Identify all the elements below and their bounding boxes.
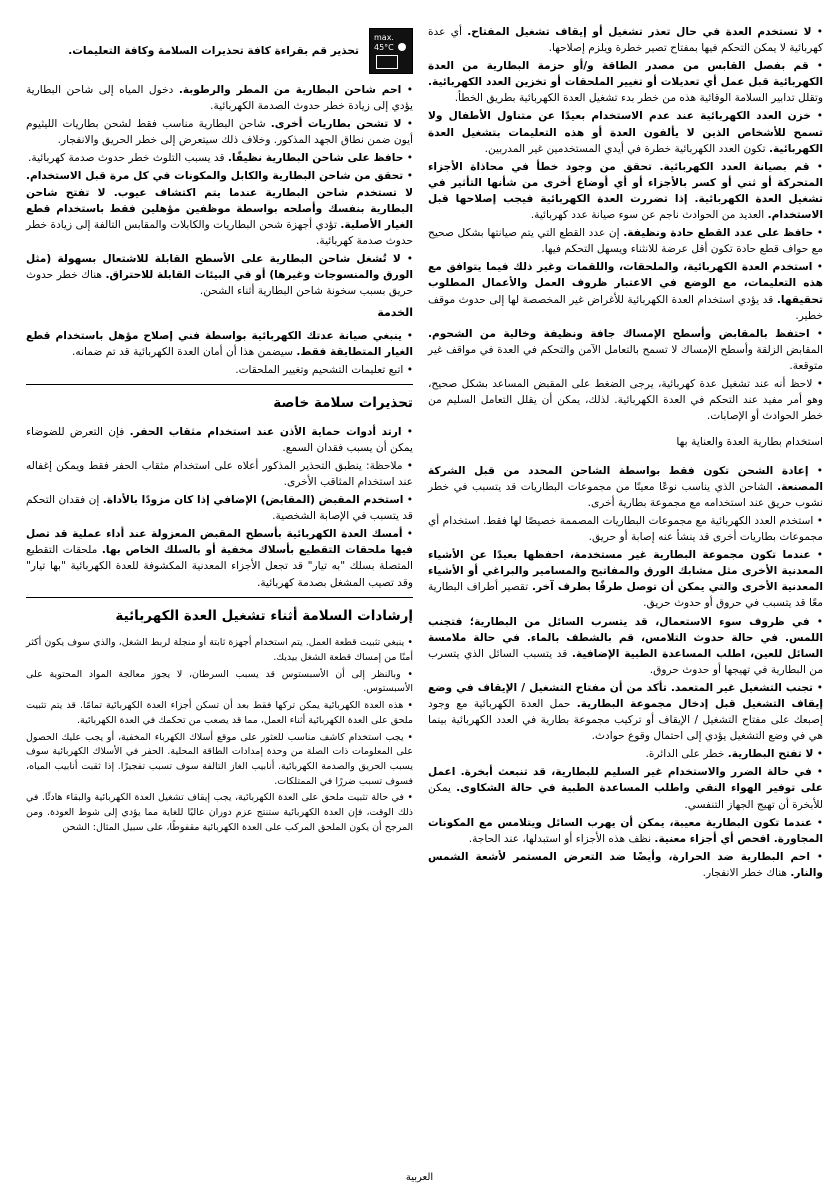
list-item: [428, 463, 823, 511]
bullet-icon: •: [401, 425, 413, 438]
list-item: [26, 699, 413, 728]
item-text: سيضمن هذا أن أمان العدة الكهربائية قد تم ضمانه.: [72, 346, 297, 359]
item-text: قد يتسبب السائل الذي يتسرب من البطارية في تهيجها أو حدوث حروق.: [428, 647, 823, 676]
item-text: الشاحن الذي يناسب نوعًا معينًا من مجموعات البطاريات قد يتسبب في خطر نشوب حريق عند استخدامه مع مجموعة بطارية أخرى.: [428, 480, 823, 509]
item-bold-text: لا تستخدم العدة في حال تعذر تشغيل أو إيقاف تشغيل المفتاح.: [467, 26, 812, 38]
item-text: في حالة تثبيت ملحق على العدة الكهربائية، يجب إيقاف تشغيل العدة الكهربائية والبقاء هادئًا. في ذلك الوقت، فإن العدة الكهربائية ستنتج عزم دوران عاليًا للغاية مما يؤدي إلى شوط العودة. ومن المرجح أن يكون الملحق المركب على العدة الكهربائية مقفوطًا، على سبيل المثال: الشحن: [26, 792, 413, 833]
item-text: تؤدي أجهزة شحن البطاريات والكابلات والمقابس التالفة إلى زيادة خطر حدوث صدمة كهربائية.: [26, 218, 413, 247]
list-item: [26, 492, 413, 524]
service-list: [26, 328, 413, 378]
item-text: ملاحظة: ينطبق التحذير المذكور أعلاه على استخدام مثقاب الحفر فقط ويمكن إغفاله عند استخدام المثاقب الأخرى.: [26, 459, 413, 489]
item-bold-text: أمسك العدة الكهربائية بأسطح المقبض المعزولة عند أداء عملية قد تصل فيها ملحقات التقطيع بأسلاك مخفية أو بالسلك الخاص بها.: [26, 528, 413, 557]
bullet-icon: •: [808, 60, 823, 73]
list-item: [428, 159, 823, 223]
list-item: [26, 636, 413, 665]
list-item: [428, 376, 823, 424]
item-bold-text: ينبغي صيانة عدتك الكهربائية بواسطة فني إصلاح مؤهل باستخدام قطع الغيار المتطابقة فقط.: [26, 329, 413, 359]
bullet-icon: •: [402, 459, 413, 472]
item-text: العديد من الحوادث ناجم عن سوء صيانة عدد كهربائية.: [530, 209, 768, 222]
item-bold-text: عندما تكون مجموعة البطارية غير مستخدمة، احفظها بعيدًا عن الأشياء المعدنية الأخرى مثل مشابك الورق والمفاتيح والمسامير والبراغي أو الأشياء المعدنية الأخرى والتي يمكن أن توصل طرفًا بطرف آخر.: [428, 549, 823, 594]
item-bold-text: استخدم المقبض (المقابض) الإضافي إذا كان مزودًا بالأداة.: [102, 494, 404, 507]
bullet-icon: •: [401, 118, 413, 131]
bullet-icon: •: [402, 329, 413, 342]
item-bold-text: احم شاحن البطارية من المطر والرطوبة.: [178, 84, 402, 96]
item-bold-text: في حالة الضرر والاستخدام غير السليم للبطارية، قد تنبعث أبخرة. اعمل على توفير الهواء النقي واطلب المساعدة الطبية في حالة الشكاوى.: [428, 766, 823, 795]
item-bold-text: لا تفتح البطارية.: [727, 748, 814, 761]
bullet-icon: •: [403, 170, 413, 183]
bullet-icon: •: [810, 110, 823, 123]
list-item: [428, 764, 823, 812]
item-bold-text: لا تُشغل شاحن البطارية على الأسطح القابلة للاشتعال بسهولة (مثل الورق والمنسوجات وغيرها) أو في البيئات القابلة للاحتراق.: [26, 252, 413, 282]
item-text: حمل العدة الكهربائية مع وجود إصبعك على مفتاح التشغيل / الإيقاف أو تركيب مجموعة بطارية في العدد الكهربائية بينما هي في وضع التشغيل يؤدي إلى احتمال وقوع حوادث.: [428, 697, 823, 743]
item-text: أي عدة كهربائية لا يمكن التحكم فيها بمفتاح تصير خطرة ويلزم إصلاحها.: [428, 26, 823, 55]
bullet-icon: •: [811, 766, 823, 779]
bullet-icon: •: [811, 26, 824, 38]
item-bold-text: خزن العدد الكهربائية عند عدم الاستخدام بعيدًا عن متناول الأطفال ولا تسمح للأشخاص الذين لا يألفون العدة أو هذه التعليمات بتشغيل العدة الكهربائية.: [428, 110, 823, 155]
item-text: قد يؤدي استخدام العدة الكهربائية للأغراض غير المخصصة لها إلى حدوث موقف خطير.: [428, 293, 823, 322]
item-bold-text: عندما تكون البطارية معيبة، يمكن أن يهرب السائل ويتلامس مع المكونات المجاورة. افحص أي أجزاء معنية.: [428, 816, 823, 845]
bullet-icon: •: [813, 748, 823, 761]
item-text: ينبغي تثبيت قطعة العمل. يتم استخدام أجهزة ثابتة أو منجلة لربط الشغل، والذي سوف يكون أكثر أمنًا من إمساك قطعة الشغل بيديك.: [26, 637, 413, 663]
item-text: فإن التعرض للضوضاء يمكن أن يسبب فقدان السمع.: [26, 425, 413, 454]
bullet-icon: •: [400, 252, 413, 265]
bullet-icon: •: [403, 494, 413, 507]
bullet-icon: •: [403, 792, 413, 804]
operation-list: [26, 636, 413, 835]
item-text: تقصير أطراف البطارية معًا قد يتسبب في حروق أو حدوث حريق.: [428, 581, 823, 610]
special-warnings-list: [26, 424, 413, 591]
right-column: [428, 24, 823, 883]
list-item: [26, 668, 413, 697]
battery-section-title: استخدام بطارية العدة والعناية بها: [676, 435, 823, 449]
bullet-icon: •: [813, 514, 823, 527]
icon-label-line1: max.: [374, 33, 394, 42]
bullet-icon: •: [404, 637, 413, 649]
item-text: يجب استخدام كاشف مناسب للعثور على موقع أسلاك الكهرباء المخفية، أو يجب عليك الحصول على المعلومات ذات الصلة من وحدة إمدادات الطاقة المحلية. الحفر في الأسلاك الكهربائية سوف يسبب الحريق والصدمة الكهربائية. أنابيب الغاز التالفة سوف تسبب تفجيرًا. إذا ثقبت أنابيب المياه، فسوف تسبب ضررًا في الممتلكات.: [26, 731, 413, 787]
list-item: [26, 731, 413, 790]
divider: [26, 384, 413, 385]
list-item: [26, 251, 413, 299]
list-item: [428, 849, 823, 881]
item-bold-text: ارتد أدوات حماية الأذن عند استخدام مثقاب الحفر.: [129, 425, 402, 438]
item-text: هناك خطر حدوث حريق بسبب سخونة شاحن البطارية أثناء الشحن.: [26, 269, 413, 298]
bullet-icon: •: [809, 615, 823, 628]
list-item: [428, 259, 823, 323]
warning-text: تحذير قم بقراءة كافة تحذيرات السلامة وكافة التعليمات.: [68, 44, 359, 57]
item-text: ملحقات التقطيع المتصلة بسلك "به تيار" قد تجعل الأجزاء المعدنية المكشوفة للعدة الكهربائية "بها تيار" وقد تصيب المشغل بصدمة كهربائية.: [26, 544, 413, 589]
list-item: [26, 328, 413, 360]
item-text: المقابض الزلقة وأسطح الإمساك لا تسمح بالتعامل الآمن والتحكم في العدة في مواقف غير متوقعة.: [428, 343, 823, 372]
bullet-icon: •: [401, 84, 414, 96]
list-item: [428, 326, 823, 374]
list-item: [428, 513, 823, 545]
item-text: استخدم العدد الكهربائية مع مجموعات البطاريات المصممة خصيصًا لها فقط. استخدام أي مجموعات بطاريات أخرى قد ينشأ عنه إصابة أو حريق.: [428, 514, 823, 544]
item-text: شاحن البطارية مناسب فقط لشحن بطاريات الليثيوم أيون ضمن نطاق الجهد المذكور. وخلاف ذلك سيتعرض إلى خطر الحريق والانفجار.: [26, 118, 413, 147]
list-item: [26, 362, 413, 378]
page-footer-language: العربية: [405, 1172, 434, 1183]
list-item: [26, 791, 413, 835]
list-item: [428, 547, 823, 611]
battery-temperature-icon: [369, 28, 413, 74]
divider: [26, 597, 413, 598]
bullet-icon: •: [812, 377, 823, 390]
bullet-icon: •: [402, 528, 413, 541]
item-text: إن فقدان التحكم قد يتسبب في الإصابة الشخصية.: [26, 494, 413, 523]
right-safety-list: [428, 24, 823, 424]
special-warnings-title: تحذيرات سلامة خاصة: [273, 395, 413, 412]
battery-safety-list: [428, 463, 823, 881]
bullet-icon: •: [809, 327, 823, 340]
list-item: [428, 815, 823, 847]
battery-shape: [376, 55, 398, 69]
item-text: يمكن للأبخرة أن تهيج الجهاز التنفسي.: [428, 782, 823, 811]
bullet-icon: •: [810, 549, 823, 562]
item-bold-text: لا تشحن بطاريات أخرى.: [270, 118, 402, 131]
list-item: [26, 458, 413, 490]
item-bold-text: احم البطارية ضد الحرارة، وأيضًا ضد التعرض المستمر لأشعة الشمس والنار.: [428, 850, 823, 879]
list-item: [26, 424, 413, 456]
list-item: [428, 746, 823, 762]
list-item: [26, 82, 413, 114]
item-text: هناك خطر الانفجار.: [702, 866, 791, 879]
item-text: قد يسبب التلوث خطر حدوث صدمة كهربائية.: [28, 152, 228, 165]
item-bold-text: في ظروف سوء الاستعمال، قد يتسرب السائل من البطارية؛ فتجنب اللمس. في حالة حدوث التلامس، قم بالشطف بالماء. في حالة ملامسة السائل للعين، اطلب المساعدة الطبية الإضافية.: [428, 615, 823, 660]
bullet-icon: •: [403, 731, 414, 743]
item-bold-text: استخدم العدة الكهربائية، والملحقات، واللقمات وغير ذلك فيما يتوافق مع هذه التعليمات، مع الوضع في الاعتبار ظروف العمل والأعمال المطلوب تحقيقها.: [428, 261, 823, 306]
item-text: خطر على الدائرة.: [645, 748, 728, 761]
bullet-icon: •: [403, 152, 413, 165]
item-text: إن عدد القطع التي يتم صيانتها بشكل صحيح مع حواف قطع حادة تكون أقل عرضة للانثناء ويسهل التحكم فيها.: [428, 227, 823, 256]
item-text: تكون العدد الكهربائية خطرة في أيدي المستخدمين غير المدربين.: [484, 142, 769, 155]
item-bold-text: حافظ على شاحن البطارية نظيفًا.: [227, 152, 404, 165]
list-item: [428, 108, 823, 156]
sun-shape: [398, 43, 406, 51]
bullet-icon: •: [812, 261, 824, 274]
bullet-icon: •: [400, 668, 413, 680]
item-bold-text: تجنب التشغيل غير المتعمد. تأكد من أن مفتاح التشغيل / الإيقاف في وضع إيقاف التشغيل قبل إدخال مجموعة البطارية.: [428, 681, 823, 710]
item-bold-text: إعادة الشحن تكون فقط بواسطة الشاحن المحدد من قبل الشركة المصنعة.: [428, 464, 823, 493]
item-text: وبالنظر إلى أن الأسبستوس قد يسبب السرطان، لا يجوز معالجة المواد المحتوية على الأسبستوس.: [26, 668, 413, 695]
item-text: هذه العدة الكهربائية يمكن تركها فقط بعد أن تسكن أجزاء العدة الكهربائية تمامًا. قد يتم تثبيت ملحق على العدة الكهربائية أثناء العمل، مما قد يصعب من تحكمك في العدة الكهربائية.: [26, 700, 413, 726]
list-item: [26, 150, 413, 166]
charger-safety-list: [26, 82, 413, 299]
bullet-icon: •: [812, 816, 823, 829]
list-item: [428, 614, 823, 678]
list-item: [26, 116, 413, 148]
bullet-icon: •: [809, 160, 823, 173]
item-bold-text: قم بصيانة العدد الكهربائية. تحقق من وجود خطأ في محاذاة الأجزاء المتحركة أو ثني أو كسر بالأجزاء أو أي أوضاع أخرى من شأنها التأثير في تشغيل العدة الكهربائية. إذا تضررت العدة الكهربائية فيجب إصلاحها قبل الاستخدام.: [428, 160, 823, 222]
bullet-icon: •: [810, 850, 823, 863]
list-item: [428, 680, 823, 744]
bullet-icon: •: [808, 464, 823, 477]
warning-box: [26, 28, 413, 74]
icon-label-line2: 45°C: [374, 43, 394, 52]
item-bold-text: احتفظ بالمقابض وأسطح الإمساك جافة ونظيفة وخالية من الشحوم.: [428, 327, 810, 340]
left-column: [26, 24, 413, 838]
item-bold-text: تحقق من شاحن البطارية والكابل والمكونات في كل مرة قبل الاستخدام. لا تستخدم شاحن البطارية عندما يتم اكتشاف عيوب. لا تفتح شاحن البطارية بنفسك وأصلحه بواسطة موظفين مؤهلين فقط باستخدام قطع الغيار الأصلية.: [26, 170, 413, 231]
service-title: الخدمة: [377, 306, 413, 320]
bullet-icon: •: [403, 700, 413, 712]
operation-title: إرشادات السلامة أثناء تشغيل العدة الكهربائية: [115, 607, 413, 624]
item-text: لاحظ أنه عند تشغيل عدة كهربائية، يرجى الضغط على المقبض المساعد بشكل صحيح، وهو أمر مفيد عند التحكم في العدة الكهربائية. لذلك، يمكن أن يقلل التعامل السليم من خطر الحوادث أو الإصابات.: [428, 377, 823, 423]
list-item: [428, 58, 823, 106]
list-item: [26, 168, 413, 248]
item-bold-text: قم بفصل القابس من مصدر الطاقة و/أو حزمة البطارية من العدة الكهربائية قبل عمل أي تعديلات أو تغيير الملحقات أو تخزين العدد الكهربائية.: [428, 60, 823, 89]
item-text: نظف هذه الأجزاء أو استبدلها، عند الحاجة.: [468, 832, 655, 845]
bullet-icon: •: [403, 364, 413, 377]
bullet-icon: •: [813, 227, 824, 240]
item-text: اتبع تعليمات التشحيم وتغيير الملحقات.: [235, 364, 404, 377]
item-text: وتقلل تدابير السلامة الوقائية هذه من خطر بدء تشغيل العدة الكهربائية بطريق الخطأ.: [454, 92, 823, 105]
list-item: [428, 24, 823, 56]
item-text: دخول المياه إلى شاحن البطارية يؤدي إلى زيادة خطر حدوث الصدمة الكهربائية.: [26, 84, 413, 113]
list-item: [26, 526, 413, 590]
bullet-icon: •: [813, 681, 823, 694]
list-item: [428, 225, 823, 257]
item-bold-text: حافظ على عدد القطع حادة ونظيفة.: [623, 227, 814, 240]
